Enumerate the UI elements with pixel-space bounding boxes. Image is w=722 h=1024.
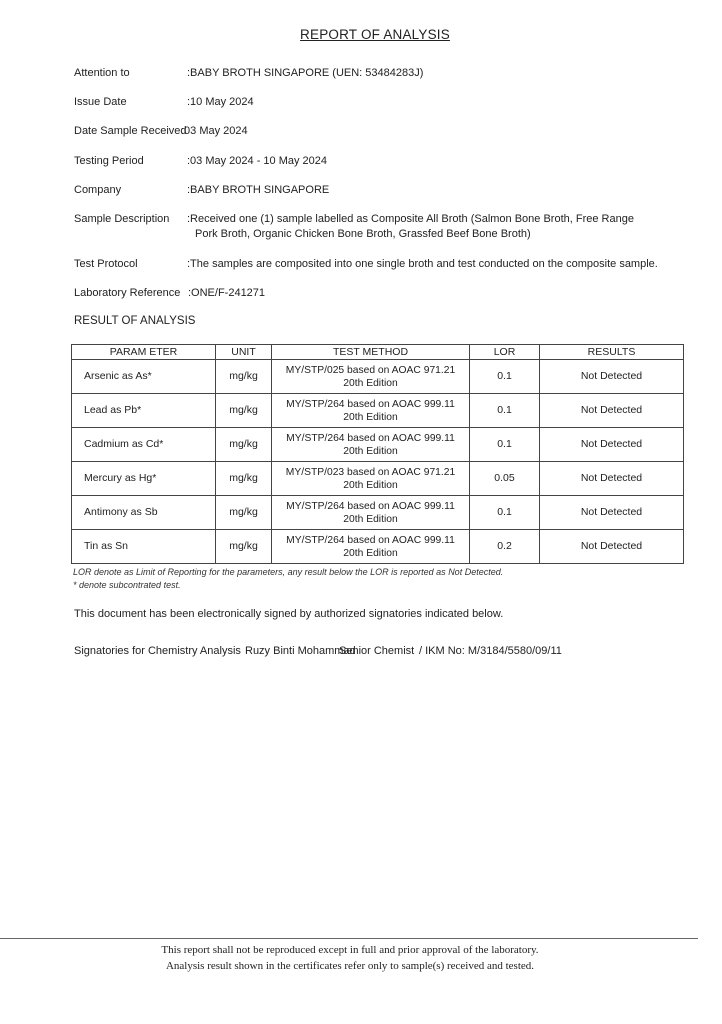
results-table xyxy=(71,344,684,564)
cell-unit: mg/kg xyxy=(216,496,272,530)
method-text: MY/STP/025 based on AOAC 971.21 xyxy=(285,364,456,376)
header-unit: UNIT xyxy=(216,345,272,360)
table-header-row xyxy=(72,345,684,360)
method-text: MY/STP/264 based on AOAC 999.11 xyxy=(286,432,455,444)
method-text: MY/STP/264 based on AOAC 999.11 xyxy=(286,500,455,512)
cell-parameter: Antimony as Sb xyxy=(72,496,216,530)
method-edition: 20th Edition xyxy=(343,377,398,389)
cell-lor: 0.1 xyxy=(470,394,540,428)
field-label: Test Protocol xyxy=(74,258,138,270)
field-label: Issue Date xyxy=(74,96,127,108)
cell-method xyxy=(272,530,470,564)
subcontract-note: * denote subcontrated test. xyxy=(73,580,181,590)
cell-method xyxy=(272,428,470,462)
field-label: Laboratory Reference xyxy=(74,287,181,299)
cell-parameter: Arsenic as As* xyxy=(72,360,216,394)
cell-parameter: Lead as Pb* xyxy=(72,394,216,428)
method-text: MY/STP/264 based on AOAC 999.11 xyxy=(286,534,455,546)
method-edition: 20th Edition xyxy=(343,513,398,525)
cell-result: Not Detected xyxy=(540,496,684,530)
table-row xyxy=(72,360,684,394)
footer-line-2: Analysis result shown in the certificates refer only to sample(s) received and tested. xyxy=(165,960,535,972)
cell-parameter: Tin as Sn xyxy=(72,530,216,564)
field-label: Date Sample Received xyxy=(74,125,187,137)
signatory-ikm: / IKM No: M/3184/5580/09/11 xyxy=(419,645,562,657)
method-text: MY/STP/264 based on AOAC 999.11 xyxy=(286,398,455,410)
field-value-continued: Pork Broth, Organic Chicken Bone Broth, Grassfed Beef Bone Broth) xyxy=(195,228,531,240)
cell-method xyxy=(272,462,470,496)
cell-lor: 0.1 xyxy=(470,360,540,394)
field-value: :03 May 2024 xyxy=(181,125,248,137)
cell-method xyxy=(272,360,470,394)
section-title-result-of-analysis: RESULT OF ANALYSIS xyxy=(74,315,196,327)
cell-parameter: Cadmium as Cd* xyxy=(72,428,216,462)
header-results: RESULTS xyxy=(540,345,684,360)
cell-result: Not Detected xyxy=(540,530,684,564)
table-row xyxy=(72,496,684,530)
field-value: :ONE/F-241271 xyxy=(188,287,266,299)
cell-lor: 0.1 xyxy=(470,496,540,530)
cell-method xyxy=(272,496,470,530)
signatories-label: Signatories for Chemistry Analysis xyxy=(74,645,241,657)
cell-unit: mg/kg xyxy=(216,360,272,394)
signed-statement: This document has been electronically signed by authorized signatories indicated below. xyxy=(74,608,504,620)
header-lor: LOR xyxy=(470,345,540,360)
footer-divider xyxy=(0,938,698,939)
field-value: :10 May 2024 xyxy=(187,96,254,108)
cell-lor: 0.05 xyxy=(470,462,540,496)
field-value: :BABY BROTH SINGAPORE (UEN: 53484283J) xyxy=(187,67,424,79)
method-text: MY/STP/023 based on AOAC 971.21 xyxy=(285,466,456,478)
cell-result: Not Detected xyxy=(540,394,684,428)
method-edition: 20th Edition xyxy=(343,479,398,491)
cell-lor: 0.1 xyxy=(470,428,540,462)
signatory-name: Ruzy Binti Mohammad xyxy=(245,645,356,657)
table-row xyxy=(72,530,684,564)
table-row xyxy=(72,428,684,462)
field-label: Testing Period xyxy=(74,155,144,167)
report-title: REPORT OF ANALYSIS xyxy=(300,27,450,42)
signatory-title: Senior Chemist xyxy=(339,645,415,657)
table-row xyxy=(72,394,684,428)
lor-note: LOR denote as Limit of Reporting for the parameters, any result below the LOR is reported as Not Detected. xyxy=(73,567,504,577)
cell-result: Not Detected xyxy=(540,360,684,394)
field-value: :BABY BROTH SINGAPORE xyxy=(187,184,330,196)
cell-lor: 0.2 xyxy=(470,530,540,564)
field-value: :Received one (1) sample labelled as Composite All Broth (Salmon Bone Broth, Free Range xyxy=(187,213,634,225)
method-edition: 20th Edition xyxy=(343,445,398,457)
field-label: Sample Description xyxy=(74,213,170,225)
cell-unit: mg/kg xyxy=(216,394,272,428)
method-edition: 20th Edition xyxy=(343,411,398,423)
footer-line-1: This report shall not be reproduced except in full and prior approval of the laboratory. xyxy=(161,944,539,956)
cell-result: Not Detected xyxy=(540,428,684,462)
field-label: Company xyxy=(74,184,122,196)
cell-unit: mg/kg xyxy=(216,530,272,564)
field-value: :The samples are composited into one single broth and test conducted on the composite sample. xyxy=(187,258,658,270)
cell-unit: mg/kg xyxy=(216,462,272,496)
field-value: :03 May 2024 - 10 May 2024 xyxy=(187,155,328,167)
method-edition: 20th Edition xyxy=(343,547,398,559)
table-row xyxy=(72,462,684,496)
cell-unit: mg/kg xyxy=(216,428,272,462)
cell-parameter: Mercury as Hg* xyxy=(72,462,216,496)
field-label: Attention to xyxy=(74,67,130,79)
header-parameter: PARAM ETER xyxy=(72,345,216,360)
cell-method xyxy=(272,394,470,428)
header-test-method: TEST METHOD xyxy=(272,345,470,360)
cell-result: Not Detected xyxy=(540,462,684,496)
